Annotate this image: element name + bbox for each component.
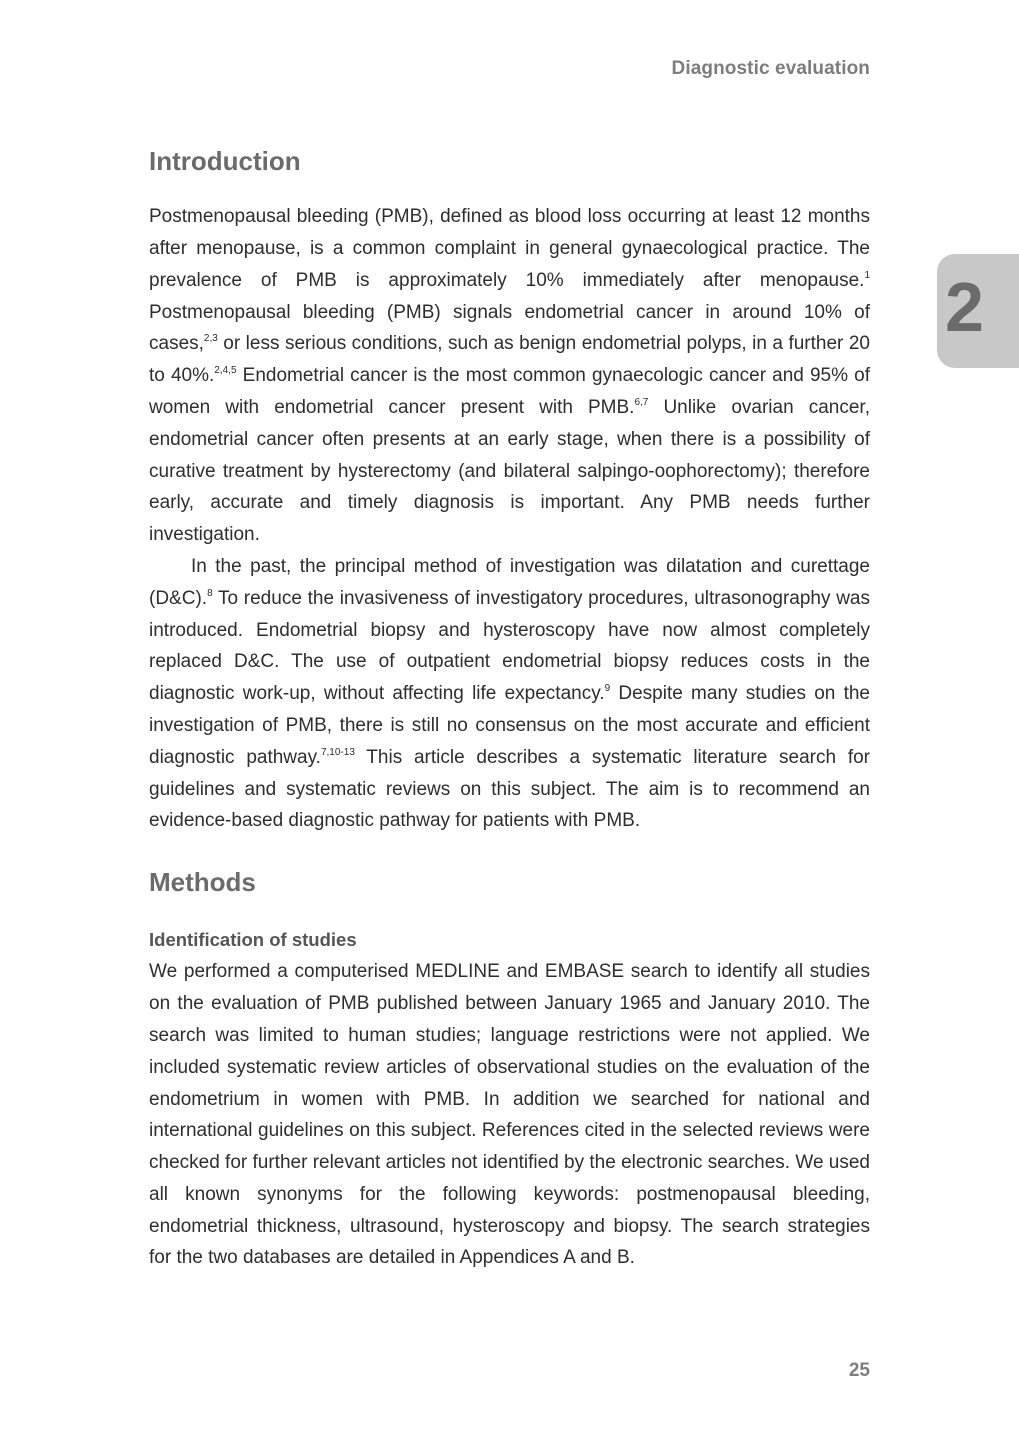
intro-p2-text-3: Despite many studies on the investigation of PMB, there is still no consensus on the most accurate and efficient diagnostic pathway. [149,683,870,768]
citation-superscript: 6,7 [634,396,649,408]
citation-superscript: 9 [604,683,611,695]
citation-superscript: 2,3 [203,333,218,345]
intro-p1-text-1: Postmenopausal bleeding (PMB), defined as blood loss occurring at least 12 months after menopause, is a common complaint in general gynaecological practice. The prevalence of PMB is approximately 10% immediately after menopause. [149,206,870,291]
chapter-number: 2 [945,268,984,346]
intro-p2-text-2: To reduce the invasiveness of investigatory procedures, ultrasonography was introduced. Endometrial biopsy and hysteroscopy have now almost completely replaced D&C. The use of outpatient endometrial biopsy reduces costs in the diagnostic work-up, without affecting life expectancy. [149,587,870,705]
intro-p1-text-3: or less serious conditions, such as benign endometrial polyps, in a further 20 to 40%. [149,333,870,387]
citation-superscript: 1 [864,269,870,281]
page-number: 25 [848,1360,870,1381]
introduction-paragraph-1 [149,201,870,551]
citation-superscript: 7,10-13 [320,746,355,758]
article-body [149,140,870,1274]
intro-p1-text-4: Endometrial cancer is the most common gynaecologic cancer and 95% of women with endometrial cancer present with PMB. [149,365,870,418]
introduction-paragraph-2 [149,551,870,837]
identification-subheading: Identification of studies [149,929,357,951]
methods-heading: Methods [149,867,256,898]
running-head: Diagnostic evaluation [671,58,870,79]
intro-p2-text-1: In the past, the principal method of investigation was dilatation and curettage (D&C). [149,555,870,609]
citation-superscript: 2,4,5 [214,365,237,377]
citation-superscript: 8 [207,587,213,599]
chapter-tab [937,254,1019,368]
intro-p1-text-5: Unlike ovarian cancer, endometrial cancer often presents at an early stage, when there is a possibility of curative treatment by hysterectomy (and bilateral salpingo-oophorectomy); therefore early, accurate and timely diagnosis is important. Any PMB needs further investigation. [149,396,870,546]
introduction-heading: Introduction [149,146,301,176]
intro-p2-text-4: This article describes a systematic literature search for guidelines and systematic reviews on this subject. The aim is to recommend an evidence-based diagnostic pathway for patients with PMB. [149,746,870,832]
methods-paragraph-1: We performed a computerised MEDLINE and EMBASE search to identify all studies on the evaluation of PMB published between January 1965 and January 2010. The search was limited to human studies; language restrictions were not applied. We included systematic review articles of observational studies on the evaluation of the endometrium in women with PMB. In addition we searched for national and international guidelines on this subject. References cited in the selected reviews were checked for further relevant articles not identified by the electronic searches. We used all known synonyms for the following keywords: postmenopausal bleeding, endometrial thickness, ultrasound, hysteroscopy and biopsy. The search strategies for the two databases are detailed in Appendices A and B. [149,961,870,1269]
intro-p1-text-2: Postmenopausal bleeding (PMB) signals endometrial cancer in around 10% of cases, [149,301,870,355]
